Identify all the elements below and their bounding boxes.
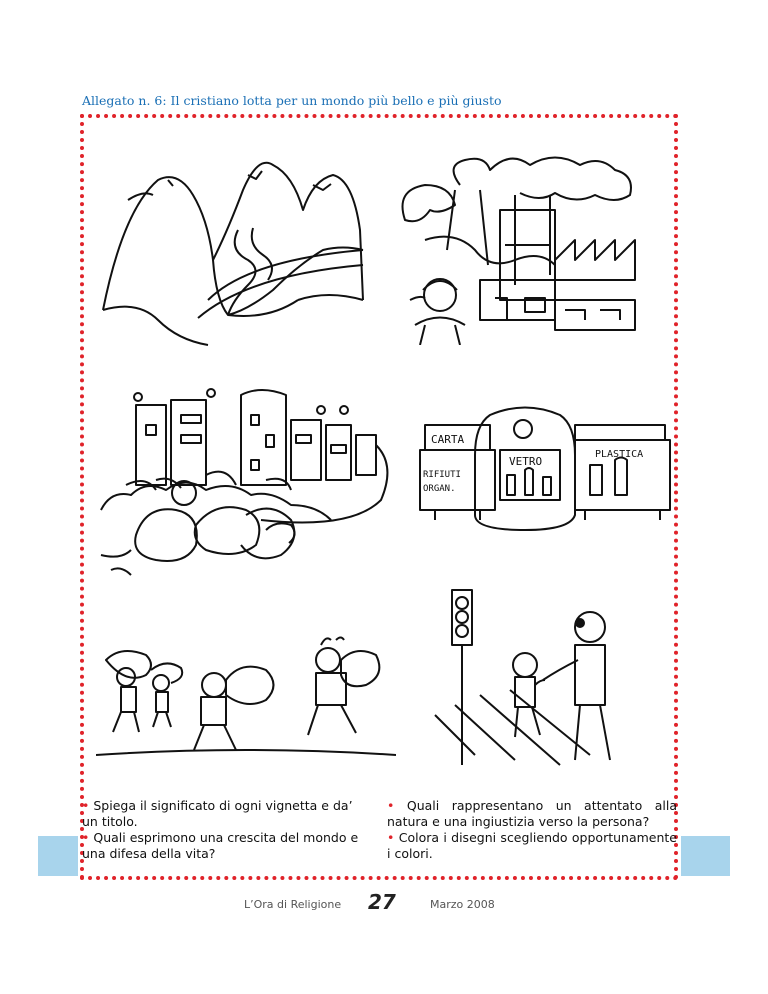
label-vetro: VETRO	[509, 455, 543, 468]
left-blue-band	[38, 836, 78, 876]
instruction-item: • Quali rappresentano un attentato alla natura e una ingiustizia verso la persona?	[387, 798, 677, 829]
label-organici: ORGAN.	[423, 484, 456, 494]
label-rifiuti: RIFIUTI	[423, 470, 461, 480]
panel-street-crossing	[430, 585, 670, 775]
panel-city-garbage	[96, 385, 396, 580]
bullet-icon: •	[82, 798, 90, 813]
instruction-item: • Colora i disegni scegliendo opportunamente i colori.	[387, 830, 677, 861]
footer-date: Marzo 2008	[430, 898, 495, 911]
panel-children-carrying	[96, 625, 396, 765]
panel-recycling	[415, 405, 675, 535]
right-blue-band	[681, 836, 730, 876]
footer-page-number: 27	[368, 890, 396, 914]
bullet-icon: •	[82, 830, 90, 845]
panel-factory	[385, 150, 665, 345]
instructions-left	[82, 798, 372, 862]
panel-mountains	[98, 150, 368, 350]
instructions-right	[387, 798, 677, 862]
instruction-item: • Spiega il significato di ogni vignetta e da’ un titolo.	[82, 798, 353, 829]
label-plastica: PLASTICA	[595, 449, 644, 460]
footer-publication: L’Ora di Religione	[244, 898, 342, 911]
bullet-icon: •	[387, 830, 395, 845]
instruction-item: • Quali esprimono una crescita del mondo e una difesa della vita?	[82, 830, 359, 861]
page-title: Allegato n. 6: Il cristiano lotta per un mondo più bello e più giusto	[82, 93, 502, 108]
label-carta: CARTA	[431, 433, 465, 446]
bullet-icon: •	[387, 798, 395, 813]
